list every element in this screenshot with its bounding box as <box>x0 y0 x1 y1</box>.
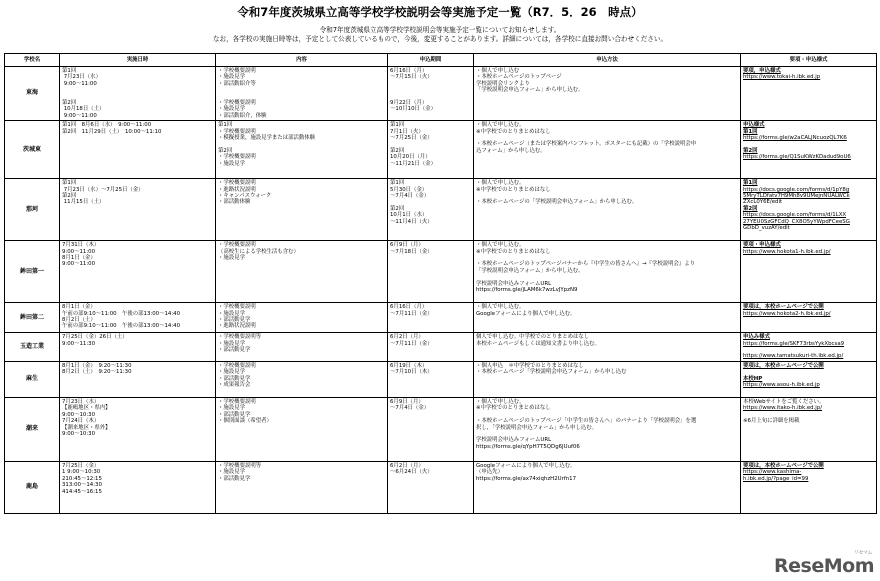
method-cell <box>474 461 741 513</box>
period-cell <box>388 303 474 333</box>
cell-line: ・個人で申し込む <box>476 68 520 74</box>
cell-line: 第1回 <box>390 180 405 187</box>
school-name-cell: 東海 <box>5 67 60 121</box>
cell-line: ※中学校でのとりまとめはなし <box>476 248 551 255</box>
school-name-cell: 潮来 <box>5 397 60 461</box>
cell-line[interactable]: https://www.hokota1-h.ibk.ed.jp/ <box>743 248 831 255</box>
cell-line: ～7月18日（金） <box>390 248 433 255</box>
period-cell <box>388 241 474 303</box>
cell-line: 10月20日（月） <box>390 154 431 161</box>
cell-line: ・施設見学 <box>218 405 245 412</box>
cell-line: ～7月11日（金） <box>390 310 433 317</box>
method-cell <box>474 121 741 179</box>
docs-cell <box>741 333 877 362</box>
school-name-cell: 那珂 <box>5 179 60 241</box>
docs-cell <box>741 241 877 303</box>
cell-line: ・施設見学 <box>218 340 245 347</box>
logo-subtext: リセマム <box>854 550 872 556</box>
cell-line: 7月24日（木） <box>62 418 100 425</box>
cell-line: 申込様式 <box>743 122 765 129</box>
cell-line: 「学校説明会申込フォーム」から申し込む。 <box>476 87 584 94</box>
cell-line: ・部活動見学 <box>218 411 251 418</box>
cell-line: ・部活動見学 <box>218 317 251 324</box>
cell-line: ～11月4日（火） <box>390 218 433 225</box>
content-cell <box>216 179 388 241</box>
cell-line: 第1回 <box>743 128 758 135</box>
cell-line: 本校ホームページもしくは通知文書より申し込む。 <box>476 340 600 347</box>
cell-line: 個人で申し込む。中学校でのとりまとめはなし <box>476 334 590 341</box>
header-school: 学校名 <box>5 54 60 67</box>
cell-line: ・学校概要説明 <box>218 128 256 135</box>
docs-cell <box>741 67 877 121</box>
cell-line: 9:00～11:00 <box>62 248 96 255</box>
cell-line[interactable]: https://www.asou-h.ibk.ed.jp <box>743 382 820 389</box>
cell-line: ・進路状況説明 <box>218 323 256 330</box>
cell-line: ・本校ホームページ「学校説明会申込フォーム」から申し込む <box>476 369 627 376</box>
docs-cell <box>741 361 877 397</box>
cell-line: ・学校概要説明等 <box>218 334 262 341</box>
cell-line: ・進路状況説明 <box>218 186 256 193</box>
page-title: 令和7年度茨城県立高等学校学校説明会等実施予定一覧（R7．5．26 時点） <box>237 5 643 19</box>
cell-line: 7月31日（木） <box>62 242 100 249</box>
period-cell <box>388 397 474 461</box>
table-row <box>5 333 877 362</box>
cell-line: 6月9日（月） <box>390 242 424 249</box>
table-header-row <box>5 54 877 67</box>
date-cell <box>60 241 216 303</box>
cell-line: 本校HP <box>743 375 763 382</box>
cell-line: 【鹿嶋地区・県内】 <box>62 405 111 412</box>
cell-line: ・学校概要説明 <box>218 362 256 369</box>
cell-line: 8月1日（金） <box>62 255 96 262</box>
cell-line: 本校Webサイトをご覧ください。 <box>743 398 825 405</box>
cell-line: ZXcL0Y6E/edit <box>743 199 783 206</box>
content-cell <box>216 303 388 333</box>
school-name-cell: 鉾田第一 <box>5 241 60 303</box>
cell-line: 第2回 <box>743 147 758 154</box>
cell-line: 10月1日（水） <box>390 212 428 219</box>
cell-line[interactable]: https://www.hokota2-h.ibk.ed.jp/ <box>743 310 831 317</box>
table-row <box>5 121 877 179</box>
period-cell <box>388 333 474 362</box>
cell-line: 9:00～11:00 <box>62 112 97 119</box>
cell-line: ・模擬授業，施設見学または部活動体験 <box>218 135 316 142</box>
cell-line: 9:00～11:30 <box>62 340 96 347</box>
method-cell <box>474 397 741 461</box>
cell-line: ・学校概要説明 <box>218 68 256 74</box>
cell-line: 6月9日（月） <box>390 398 424 405</box>
period-cell <box>388 179 474 241</box>
docs-cell <box>741 397 877 461</box>
method-cell <box>474 333 741 362</box>
cell-line: 313:00～14:30 <box>62 482 102 489</box>
date-cell <box>60 303 216 333</box>
cell-line: ・施設見学 <box>218 369 245 376</box>
cell-line: 第1回 <box>62 68 77 74</box>
cell-line: 午前の部9:10～11:00 午後の部13:00～14:40 <box>62 323 181 330</box>
content-cell <box>216 121 388 179</box>
cell-line: ※中学校でのとりまとめはなし <box>476 186 551 193</box>
table-row <box>5 67 877 121</box>
date-cell <box>60 67 216 121</box>
period-cell <box>388 361 474 397</box>
cell-line: 5月30日（金） <box>390 186 428 193</box>
cell-line: 第1回 8月6日（水） 9:00～11:00 <box>62 122 152 129</box>
cell-line: ・本校ホームページの「学校説明会申込フォーム」から申し込む。 <box>476 199 638 206</box>
cell-line: 要項は，本校ホームページで公開 <box>743 462 824 469</box>
cell-line[interactable]: https://www.tokai-h.ibk.ed.jp <box>743 74 821 81</box>
cell-line: 7月23日（水）～7月25日（金） <box>62 186 144 193</box>
method-cell <box>474 67 741 121</box>
cell-line[interactable]: https://forms.gle/jLAM6k7wzLvJYpzN9 <box>476 287 578 294</box>
cell-line: 8月1日（金） <box>62 304 96 311</box>
cell-line: 第2回 <box>62 193 77 200</box>
table-row <box>5 303 877 333</box>
cell-line: 9:00～10:30 <box>62 430 96 437</box>
cell-line: 択し，「学校説明会申込フォーム」から申し込む。 <box>476 424 598 431</box>
cell-line[interactable]: https://www.kashima- <box>743 469 802 476</box>
cell-line: 第2回 11月29日（土） 10:00～11:10 <box>62 128 162 135</box>
cell-line: 6月2日（月） <box>390 334 424 341</box>
cell-line: 11月15日（土） <box>62 199 105 206</box>
cell-line: ・個人で申し込む。 <box>476 180 525 187</box>
cell-line: 6月16日（月） <box>390 304 428 311</box>
date-cell <box>60 333 216 362</box>
cell-line: ・個別面談（希望者） <box>218 418 272 425</box>
cell-line: 7月25日（金）26日（土） <box>62 334 128 341</box>
cell-line: 要項，申込様式 <box>743 68 781 74</box>
cell-line[interactable]: https://www.tamatsukuri-th.ibk.ed.jp/ <box>743 353 844 360</box>
cell-line: 7月25日（金） <box>62 462 100 469</box>
cell-line: ・学校概要説明 <box>218 304 256 311</box>
cell-line: ・施設見学 <box>218 310 245 317</box>
cell-line: 10月18日（土） <box>62 106 105 113</box>
cell-line: ・施設見学 <box>218 469 245 476</box>
table-row <box>5 397 877 461</box>
cell-line: 第2回 <box>743 205 758 212</box>
cell-line: 第2回 <box>218 147 233 154</box>
cell-line: 学校説明会リンクより <box>476 80 530 87</box>
date-cell <box>60 361 216 397</box>
cell-line: 8月2日（土） 9:20～11:30 <box>62 369 132 376</box>
cell-line: 414:45～16:15 <box>62 488 102 495</box>
cell-line: ・個人で申し込む。 <box>476 122 525 129</box>
period-cell <box>388 121 474 179</box>
cell-line: 要項は，本校ホームページで公開 <box>743 362 824 369</box>
cell-line: ・学校概要説明 <box>218 398 256 405</box>
date-cell <box>60 461 216 513</box>
cell-line: 7月23日（水） <box>62 74 101 81</box>
cell-line: ・本校ホームページ（または学校案内パンフレット，ポスターにも記載）の「学校説明会申 <box>476 141 697 148</box>
cell-line: ・施設見学 <box>218 160 245 167</box>
content-cell <box>216 67 388 121</box>
cell-line: 要項は，本校ホームページで公開 <box>743 304 824 311</box>
cell-line: ・部活動見学 <box>218 475 251 482</box>
cell-line: ・本校ホームページのトップページ「中学生の皆さんへ」のバナーより「学校説明会」を選 <box>476 418 697 425</box>
cell-line: 第2回 <box>390 147 405 154</box>
table-row <box>5 179 877 241</box>
cell-line: ・個人で申し込む。 <box>476 304 525 311</box>
table-row <box>5 241 877 303</box>
intro-line: なお，各学校の実施日時等は，予定として公表しているもので，今後，変更することがあります。詳細については，各学校に直接お問い合わせください。 <box>212 35 668 43</box>
school-name-cell: 玉造工業 <box>5 333 60 362</box>
cell-line: 9:00～10:30 <box>62 411 96 418</box>
cell-line[interactable]: https://forms.gle/ax74xiqhzH2Urfn17 <box>476 475 576 482</box>
cell-line: ～7月4日（金） <box>390 405 430 412</box>
header-method: 申込方法 <box>474 54 741 67</box>
cell-line: 6月2日（月） <box>390 462 424 469</box>
cell-line: ～11月21日（金） <box>390 160 437 167</box>
resemom-logo <box>774 550 874 577</box>
schedule-table <box>4 53 877 514</box>
cell-line: 要項・申込様式 <box>743 242 781 249</box>
logo-text: ReseMom <box>774 555 874 577</box>
docs-cell <box>741 179 877 241</box>
cell-line: ・部活動紹介等 <box>218 80 256 87</box>
cell-line: ※6月上旬に詳細を掲載 <box>743 418 800 425</box>
content-cell <box>216 241 388 303</box>
date-cell <box>60 121 216 179</box>
cell-line: 6月19日（木） <box>390 362 428 369</box>
cell-line: 第2回 <box>390 205 405 212</box>
cell-line[interactable]: https://forms.gle/Q1SuKWzKDadud9oU6 <box>743 154 851 161</box>
cell-line: ～10月10日（金） <box>390 106 437 113</box>
cell-line: Googleフォームにより個人で申し込む。 <box>476 462 576 469</box>
cell-line: 7月23日（水） <box>62 398 100 405</box>
cell-line: ・部活動体験 <box>218 199 251 206</box>
school-name-cell: 茨城東 <box>5 121 60 179</box>
method-cell <box>474 241 741 303</box>
cell-line: ・部活動紹介，体験 <box>218 112 267 119</box>
school-name-cell: 鹿島 <box>5 461 60 513</box>
cell-line: ※中学校でのとりまとめはなし <box>476 128 551 135</box>
cell-line: 「学校説明会申込フォーム」から申し込む。 <box>476 267 584 274</box>
cell-line: ・施設見学 <box>218 255 245 262</box>
cell-line: ・成果報告会 <box>218 382 251 389</box>
cell-line[interactable]: https://docs.google.com/forms/d/1LXX <box>743 212 847 219</box>
intro-line: 令和7年度茨城県立高等学校学校説明会等実施予定一覧についてお知らせします。 <box>319 26 561 34</box>
cell-line: 学校説明会申込みフォームURL <box>476 437 552 444</box>
cell-line: ・個人で申し込む。 <box>476 242 525 249</box>
cell-line: ・学校概要説明 <box>218 100 256 107</box>
cell-line: ・施設見学 <box>218 106 245 113</box>
cell-line: 学校説明会申込みフォームURL <box>476 280 552 287</box>
method-cell <box>474 179 741 241</box>
cell-line: ・部活動見学 <box>218 347 251 354</box>
cell-line: ・学校概要説明 <box>218 154 256 161</box>
cell-line: 7月1日（火） <box>390 128 424 135</box>
cell-line: 第1回 <box>218 122 233 129</box>
cell-line: 【潮来地区・県外】 <box>62 424 111 431</box>
cell-line: 込フォーム」から申し込む。 <box>476 147 546 154</box>
cell-line[interactable]: https://forms.gle/SKF73rbsYykXbcsa9 <box>743 340 845 347</box>
intro-text <box>0 26 880 44</box>
date-cell <box>60 397 216 461</box>
cell-line: ・キャンパスウォーク <box>218 193 272 200</box>
date-cell <box>60 179 216 241</box>
cell-line: ・学校概要説明等 <box>218 462 262 469</box>
school-name-cell: 麻生 <box>5 361 60 397</box>
cell-line: 1 9:00～10:30 <box>62 469 101 476</box>
content-cell <box>216 397 388 461</box>
cell-line: （高校生による学校生活も含む） <box>218 248 299 255</box>
docs-cell <box>741 121 877 179</box>
content-cell <box>216 333 388 362</box>
cell-line: 9:00～11:00 <box>62 261 96 268</box>
cell-line: ・部活動見学 <box>218 375 251 382</box>
cell-line: ・学校概要説明 <box>218 242 256 249</box>
cell-line: ・本校ホームページのトップページ <box>476 74 562 81</box>
cell-line: GDbD_vuzAY/edit <box>743 225 790 232</box>
cell-line[interactable]: 27YEU0SzGFCdQ_CX8O5yYWpdFCeeSG <box>743 218 850 225</box>
header-docs: 要項・申込様式 <box>741 54 877 67</box>
header-content: 内容 <box>216 54 388 67</box>
cell-line: 8月2日（土） <box>62 317 96 324</box>
method-cell <box>474 361 741 397</box>
docs-cell <box>741 303 877 333</box>
header-period: 申込期間 <box>388 54 474 67</box>
header-date: 実施日時 <box>60 54 216 67</box>
cell-line: 第2回 <box>62 100 77 107</box>
cell-line[interactable]: h.ibk.ed.jp/?page_id=99 <box>743 475 809 482</box>
cell-line: 210:45～12:15 <box>62 475 102 482</box>
cell-line: ・個人で申し込む。 <box>476 398 525 405</box>
table-row <box>5 461 877 513</box>
cell-line: ～7月4日（金） <box>390 193 430 200</box>
cell-line: 第1回 <box>390 122 405 129</box>
cell-line: ～7月11日（金） <box>390 340 433 347</box>
cell-line: ～7月25日（金） <box>390 135 433 142</box>
cell-line: 午前の部9:10～11:00 午後の部13:00～14:40 <box>62 310 181 317</box>
cell-line: ・施設見学 <box>218 74 245 81</box>
period-cell <box>388 67 474 121</box>
cell-line: 申込み様式 <box>743 334 770 341</box>
cell-line: ・本校ホームページのトップページバナーから『中学生の皆さんへ』→『学校説明会』より <box>476 261 696 268</box>
cell-line: ・学校概要説明 <box>218 180 256 187</box>
cell-line: ※中学校でのとりまとめはなし <box>476 405 551 412</box>
method-cell <box>474 303 741 333</box>
school-name-cell: 鉾田第二 <box>5 303 60 333</box>
cell-line[interactable]: 5MryTLDfatv7H9Mh8v9UMejnNUALWCk <box>743 193 850 200</box>
cell-line: ・個人申込 ＊中学校でのとりまとめはなし <box>476 362 584 369</box>
cell-line: 第1回 <box>62 180 77 187</box>
cell-line: 9月22日（月） <box>390 100 428 107</box>
cell-line: ～7月10日（木） <box>390 369 433 376</box>
cell-line: Googleフォームにより個人で申し込む。 <box>476 310 576 317</box>
table-row <box>5 361 877 397</box>
cell-line[interactable]: https://forms.gle/w2aCALJNcuozQL7K6 <box>743 135 847 142</box>
cell-line: 第1回 <box>743 180 758 187</box>
cell-line: 8月1日（金） 9:20～11:30 <box>62 362 132 369</box>
content-cell <box>216 361 388 397</box>
cell-line[interactable]: https://forms.gle/qYpH7T5QDg6JUuf06 <box>476 443 580 450</box>
cell-line: 6月16日（月） <box>390 68 428 74</box>
cell-line[interactable]: https://docs.google.com/forms/d/1pY8g <box>743 186 850 193</box>
cell-line: （申込先） <box>476 469 503 476</box>
cell-line: 9:00～11:00 <box>62 80 97 87</box>
cell-line: ～6月24日（火） <box>390 469 433 476</box>
docs-cell <box>741 461 877 513</box>
cell-line: ～7月15日（火） <box>390 74 433 81</box>
period-cell <box>388 461 474 513</box>
cell-line[interactable]: https://www.itako-h.ibk.ed.jp/ <box>743 405 823 412</box>
content-cell <box>216 461 388 513</box>
